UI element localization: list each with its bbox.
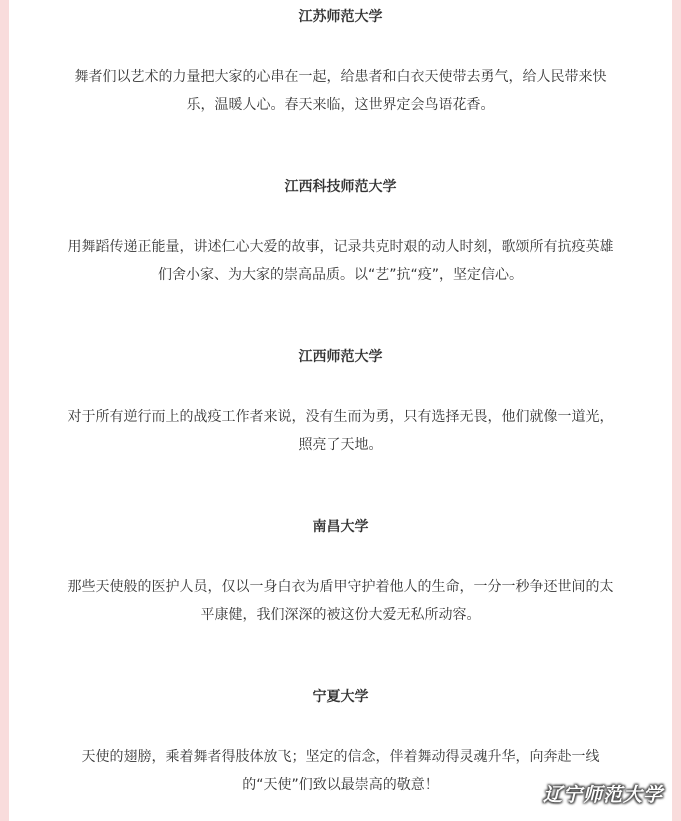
section-nanchang	[19, 517, 662, 629]
section-paragraph	[19, 63, 662, 119]
paragraph-line: 天使的翅膀，乘着舞者得肢体放飞；坚定的信念，伴着舞动得灵魂升华，向奔赴一线	[81, 749, 600, 765]
paragraph-line: 照亮了天地。	[298, 437, 383, 453]
page-border-right	[672, 0, 681, 821]
section-jiangsu-normal	[19, 7, 662, 119]
section-jiangxi-normal	[19, 347, 662, 459]
paragraph-line: 对于所有逆行而上的战疫工作者来说，没有生而为勇，只有选择无畏，他们就像一道光，	[67, 409, 614, 425]
article-content	[9, 0, 672, 821]
paragraph-line: 乐，温暖人心。春天来临，这世界定会鸟语花香。	[186, 97, 495, 113]
paragraph-line: 舞者们以艺术的力量把大家的心串在一起，给患者和白衣天使带去勇气，给人民带来快	[74, 69, 607, 85]
watermark-logo: 辽宁师范大学	[542, 784, 663, 806]
section-heading: 南昌大学	[312, 519, 369, 535]
section-paragraph	[19, 233, 662, 289]
section-jiangxi-sci-tech-normal	[19, 177, 662, 289]
page-border-left	[0, 0, 9, 821]
section-heading: 江苏师范大学	[298, 9, 383, 25]
paragraph-line: 用舞蹈传递正能量，讲述仁心大爱的故事，记录共克时艰的动人时刻，歌颂所有抗疫英雄	[67, 239, 614, 255]
paragraph-line: 那些天使般的医护人员，仅以一身白衣为盾甲守护着他人的生命，一分一秒争还世间的太	[67, 579, 614, 595]
section-heading: 江西师范大学	[298, 349, 383, 365]
paragraph-line: 们舍小家、为大家的崇高品质。以“艺”抗“疫”，坚定信心。	[157, 267, 523, 283]
paragraph-line: 平康健，我们深深的被这份大爱无私所动容。	[200, 607, 481, 623]
section-paragraph	[19, 573, 662, 629]
paragraph-line: 的“天使”们致以最崇高的敬意！	[242, 777, 439, 793]
section-paragraph	[19, 403, 662, 459]
section-heading: 江西科技师范大学	[284, 179, 397, 195]
section-heading: 宁夏大学	[312, 689, 369, 705]
